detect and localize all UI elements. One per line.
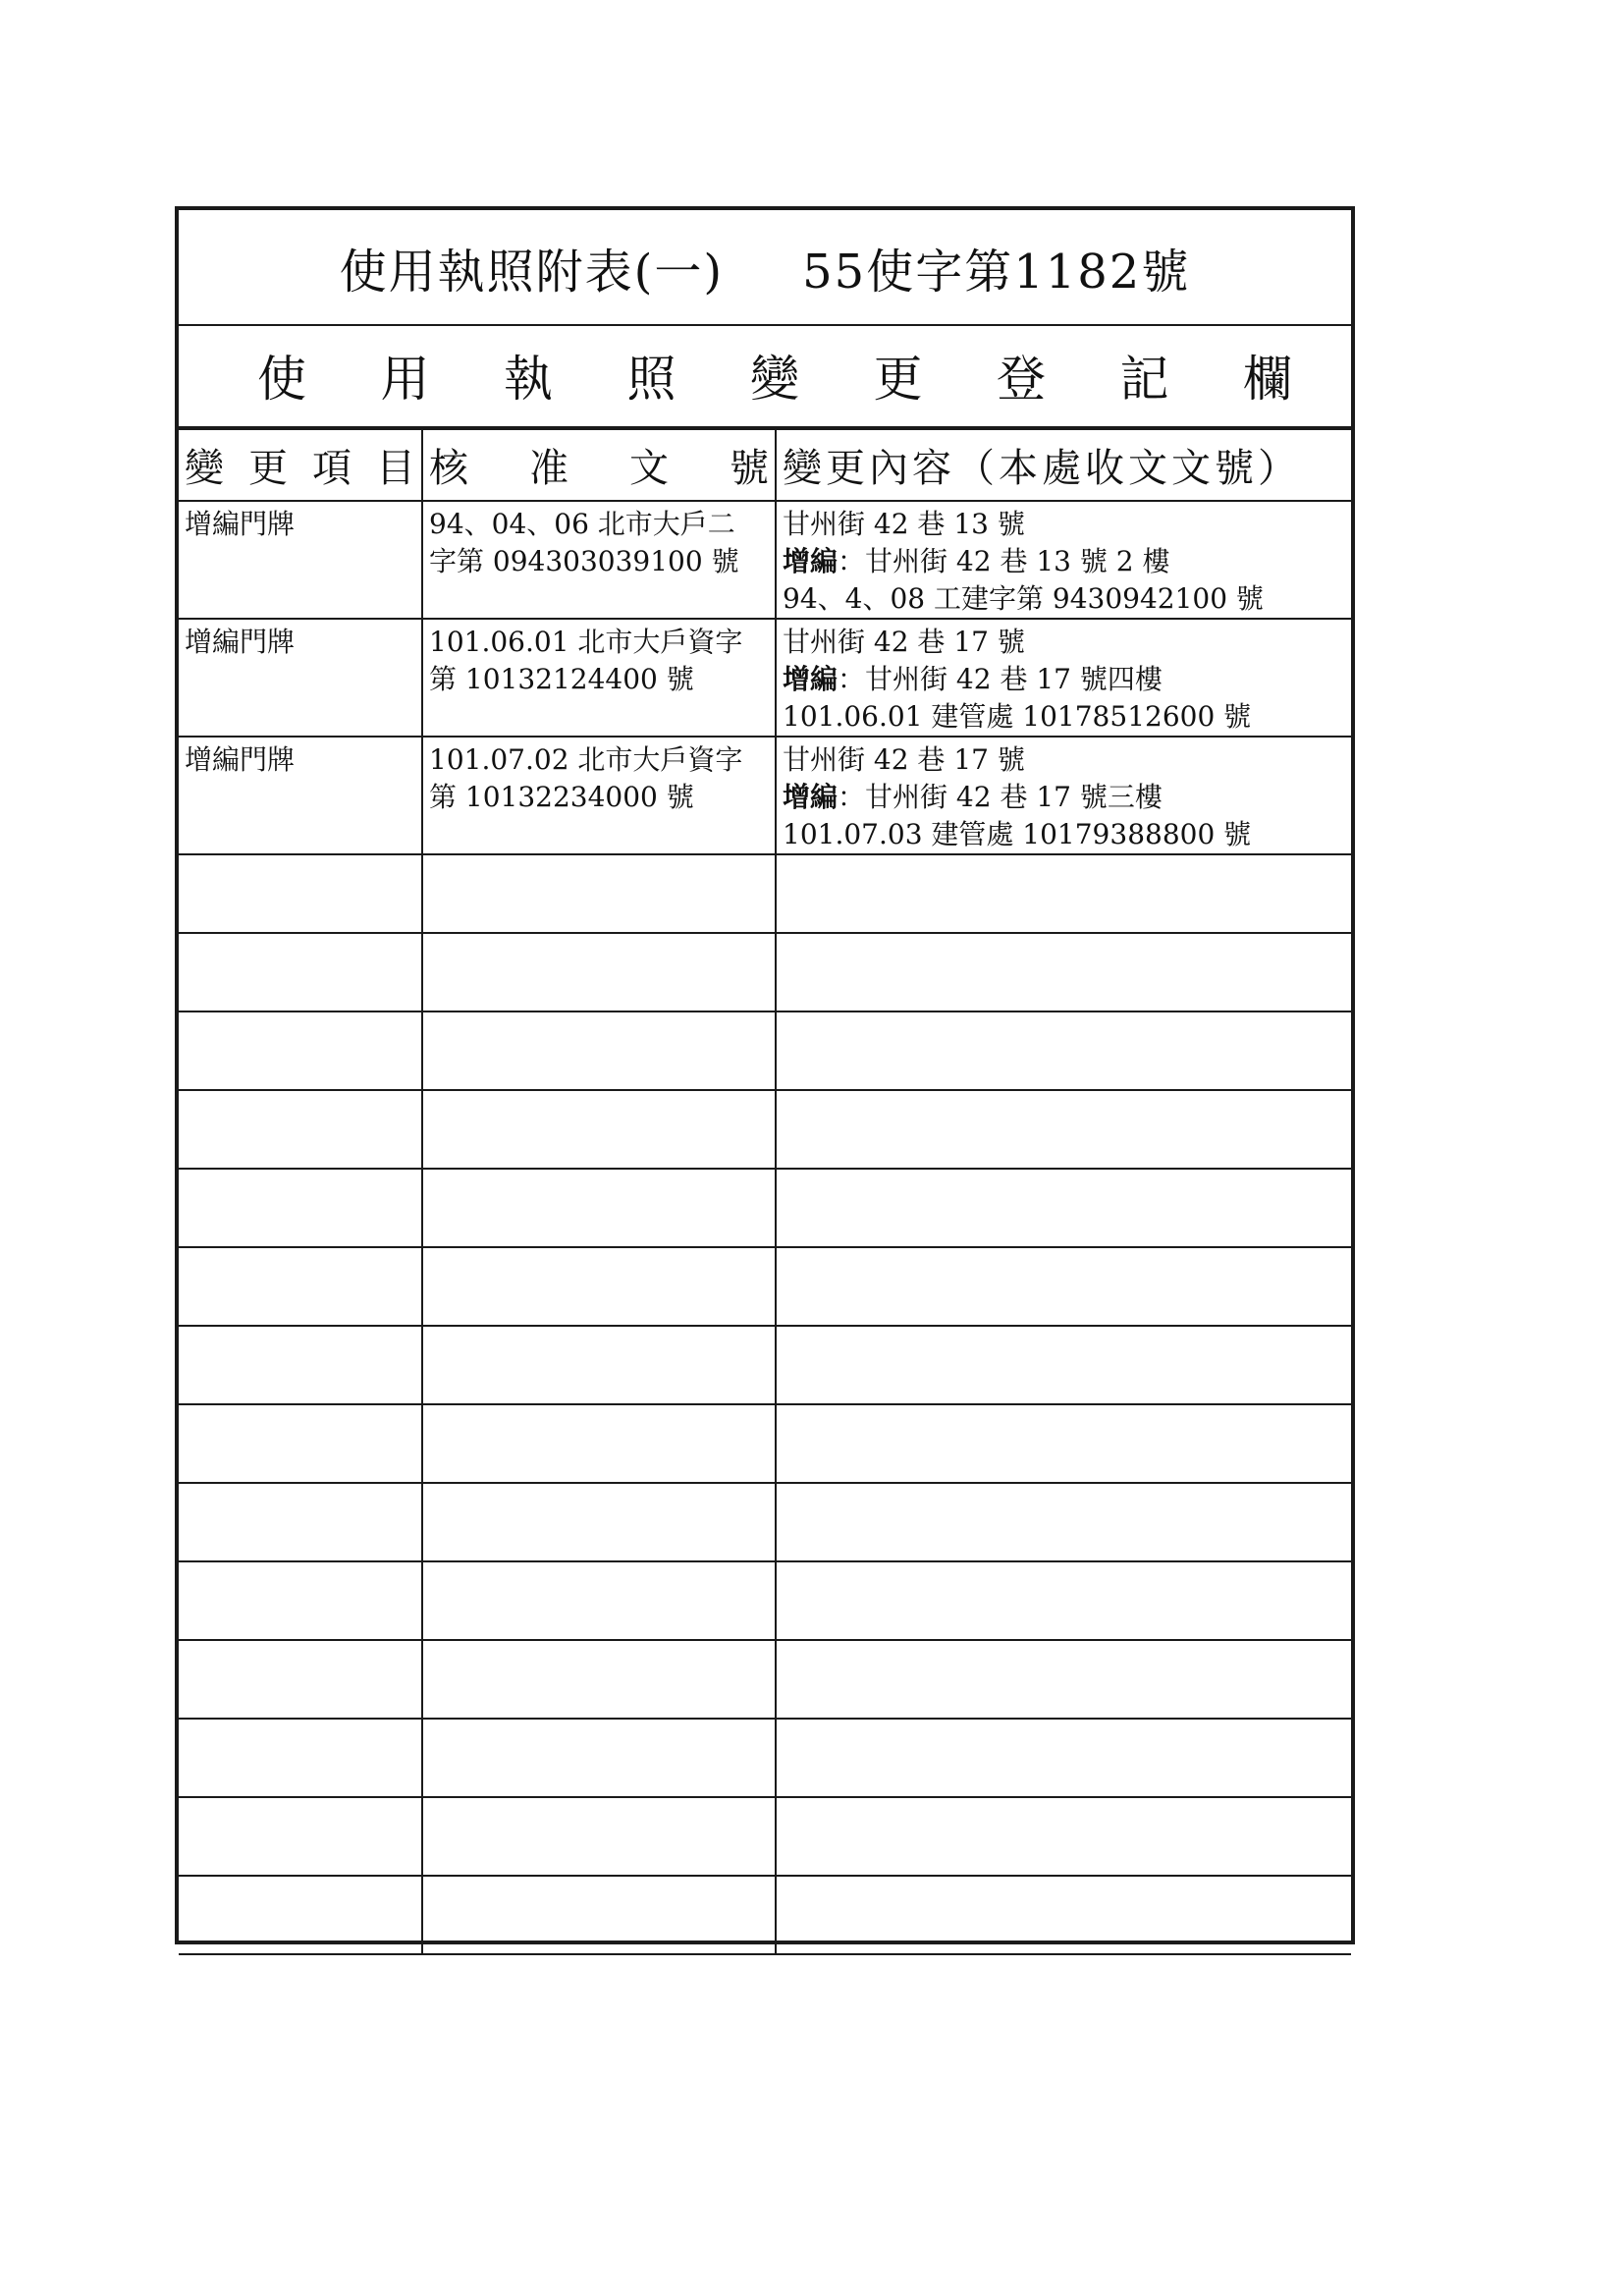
- cell-content: 甘州街 42 巷 13 號 增編：甘州街 42 巷 13 號 2 樓 94、4、08 工建字第 9430942100 號: [776, 501, 1351, 619]
- empty-cell: [422, 1561, 776, 1640]
- section-title-char: 更: [873, 351, 923, 408]
- section-title-char: 照: [626, 351, 676, 408]
- header-change-content: 變更內容（本處收文文號）: [776, 430, 1351, 501]
- table-header-row: [179, 430, 1351, 501]
- cell-approval: 94、04、06 北市大戶二 字第 094303039100 號: [422, 501, 776, 619]
- empty-cell: [179, 1247, 422, 1326]
- empty-cell: [179, 1011, 422, 1090]
- empty-table-row: [179, 1640, 1351, 1719]
- empty-cell: [776, 1561, 1351, 1640]
- empty-cell: [179, 1719, 422, 1797]
- empty-cell: [776, 1719, 1351, 1797]
- empty-cell: [776, 933, 1351, 1011]
- cell-content: 甘州街 42 巷 17 號 增編：甘州街 42 巷 17 號三樓 101.07.03 建管處 10179388800 號: [776, 737, 1351, 854]
- empty-cell: [422, 1169, 776, 1247]
- cell-approval: 101.07.02 北市大戶資字 第 10132234000 號: [422, 737, 776, 854]
- empty-cell: [422, 1719, 776, 1797]
- empty-table-row: [179, 1561, 1351, 1640]
- empty-cell: [776, 1797, 1351, 1876]
- empty-table-row: [179, 1719, 1351, 1797]
- empty-cell: [179, 1404, 422, 1483]
- section-title-char: 使: [257, 351, 306, 408]
- cell-item: 增編門牌: [179, 501, 422, 619]
- empty-table-row: [179, 1483, 1351, 1561]
- empty-cell: [422, 1326, 776, 1404]
- empty-cell: [422, 1090, 776, 1169]
- empty-cell: [422, 1797, 776, 1876]
- empty-table-row: [179, 1404, 1351, 1483]
- empty-cell: [776, 1011, 1351, 1090]
- section-title: [179, 324, 1351, 430]
- empty-cell: [179, 1090, 422, 1169]
- empty-cell: [422, 1247, 776, 1326]
- empty-cell: [422, 1640, 776, 1719]
- title-left: 使用執照附表(一): [339, 244, 725, 300]
- empty-table-row: [179, 1011, 1351, 1090]
- empty-cell: [776, 1169, 1351, 1247]
- empty-cell: [179, 933, 422, 1011]
- empty-cell: [179, 854, 422, 933]
- empty-cell: [776, 1326, 1351, 1404]
- empty-cell: [776, 854, 1351, 933]
- cell-approval: 101.06.01 北市大戶資字 第 10132124400 號: [422, 619, 776, 737]
- empty-cell: [422, 1404, 776, 1483]
- empty-cell: [179, 1561, 422, 1640]
- empty-cell: [179, 1876, 422, 1954]
- header-change-item: 變 更 項 目: [179, 430, 422, 501]
- empty-table-row: [179, 1090, 1351, 1169]
- empty-cell: [422, 1011, 776, 1090]
- empty-cell: [776, 1483, 1351, 1561]
- section-title-char: 記: [1119, 351, 1169, 408]
- empty-table-row: [179, 1247, 1351, 1326]
- cell-item: 增編門牌: [179, 737, 422, 854]
- cell-content: 甘州街 42 巷 17 號 增編：甘州街 42 巷 17 號四樓 101.06.01 建管處 10178512600 號: [776, 619, 1351, 737]
- empty-cell: [776, 1876, 1351, 1954]
- empty-cell: [776, 1247, 1351, 1326]
- section-title-char: 變: [750, 351, 799, 408]
- empty-cell: [422, 1483, 776, 1561]
- empty-cell: [179, 1483, 422, 1561]
- empty-table-row: [179, 1797, 1351, 1876]
- empty-table-row: [179, 1326, 1351, 1404]
- empty-cell: [776, 1640, 1351, 1719]
- empty-cell: [422, 933, 776, 1011]
- change-log-table: [179, 430, 1351, 1955]
- title-right: 55使字第1182號: [802, 244, 1191, 300]
- section-title-char: 執: [504, 351, 553, 408]
- empty-cell: [179, 1640, 422, 1719]
- cell-item: 增編門牌: [179, 619, 422, 737]
- empty-cell: [776, 1090, 1351, 1169]
- header-approval-number: 核 准 文 號: [422, 430, 776, 501]
- table-row: [179, 501, 1351, 619]
- empty-table-row: [179, 1876, 1351, 1954]
- usage-permit-sheet: [175, 206, 1355, 1944]
- empty-cell: [422, 854, 776, 933]
- document-title: [179, 210, 1351, 326]
- section-title-char: 登: [997, 351, 1046, 408]
- empty-cell: [179, 1326, 422, 1404]
- empty-cell: [422, 1876, 776, 1954]
- empty-cell: [179, 1797, 422, 1876]
- table-row: [179, 737, 1351, 854]
- empty-table-row: [179, 1169, 1351, 1247]
- section-title-char: 欄: [1243, 351, 1292, 408]
- empty-table-row: [179, 854, 1351, 933]
- empty-table-row: [179, 933, 1351, 1011]
- empty-cell: [179, 1169, 422, 1247]
- table-row: [179, 619, 1351, 737]
- section-title-char: 用: [380, 351, 430, 408]
- empty-cell: [776, 1404, 1351, 1483]
- blank-rows: [179, 854, 1351, 1954]
